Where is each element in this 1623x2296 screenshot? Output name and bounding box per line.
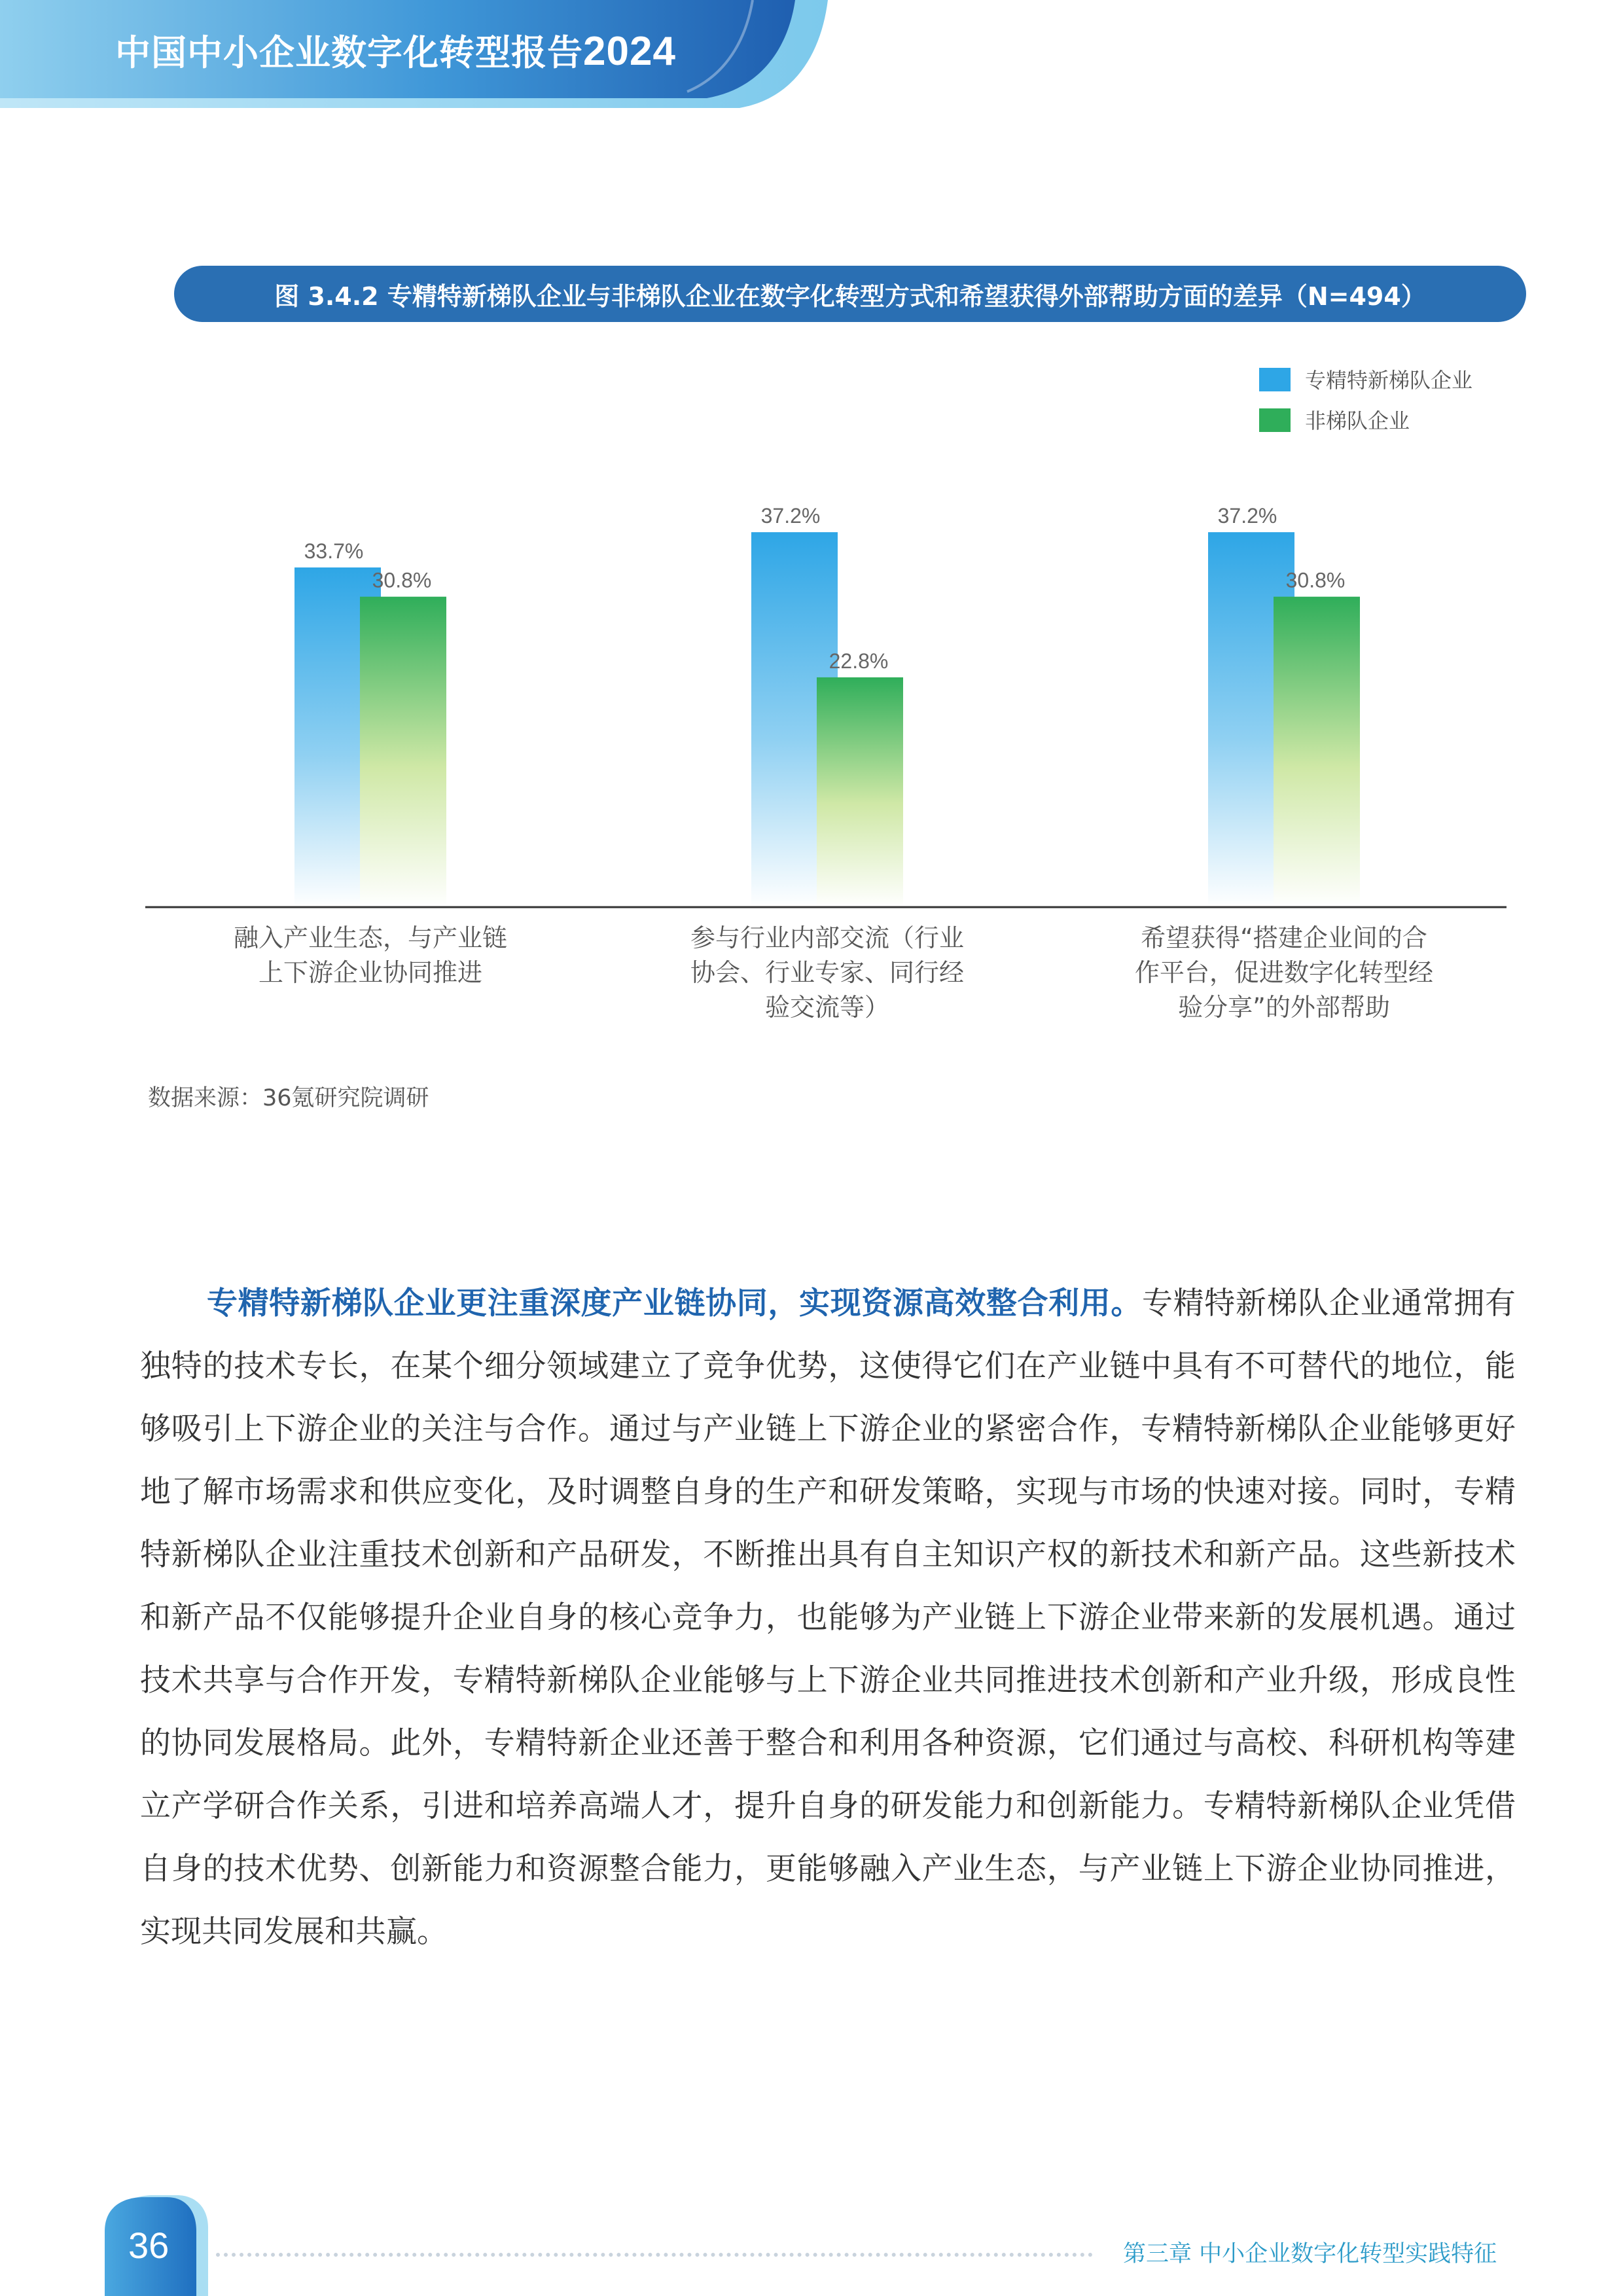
page-number-tab [0,2195,216,2296]
category-label-2-line-2: 协会、行业专家、同行经 [690,958,965,987]
report-year: 2024 [583,29,676,74]
category-label-1-line-1: 融入产业生态，与产业链 [233,924,508,952]
data-label-tier-2: 37.2% [760,504,821,528]
category-label-2-line-3: 验交流等） [764,993,890,1022]
data-label-non-tier-2: 22.8% [829,649,889,673]
data-source-note: 数据来源：36氪研究院调研 [148,1085,429,1111]
category-label-3-line-2: 作平台，促进数字化转型经 [1134,958,1434,987]
paragraph-lead: 专精特新梯队企业更注重深度产业链协同，实现资源高效整合利用。 [207,1285,1143,1321]
bar-non-tier-2 [817,677,903,907]
paragraph-text: 专精特新梯队企业通常拥有独特的技术专长，在某个细分领域建立了竞争优势，这使得它们在产业链中具有不可替代的地位，能够吸引上下游企业的关注与合作。通过与产业链上下游企业的紧密合作，专精特新梯队企业能够更好地了解市场需求和供应变化，及时调整自身的生产和研发策略，实现与市场的快速对接。同时，专精特新梯队企业注重技术创新和产品研发，不断推出具有自主知识产权的新技术和新产品。这些新技术和新产品不仅能够提升企业自身的核心竞争力，也能够为产业链上下游企业带来新的发展机遇。通过技术共享与合作开发，专精特新梯队企业能够与上下游企业共同推进技术创新和产业升级，形成良性的协同发展格局。此外，专精特新企业还善于整合和利用各种资源，它们通过与高校、科研机构等建立产学研合作关系，引进和培养高端人才，提升自身的研发能力和创新能力。专精特新梯队企业凭借自身的技术优势、创新能力和资源整合能力，更能够融入产业生态，与产业链上下游企业协同推进，实现共同发展和共赢。 [140,1285,1516,1950]
data-label-tier-1: 33.7% [304,539,364,564]
data-label-non-tier-3: 30.8% [1285,568,1346,592]
report-title: 中国中小企业数字化转型报告2024 [115,29,676,74]
bar-non-tier-1 [360,597,446,907]
category-label-1-line-2: 上下游企业协同推进 [258,958,483,987]
category-label-3-line-3: 验分享”的外部帮助 [1178,993,1390,1022]
category-label-3-line-1: 希望获得“搭建企业间的合 [1141,924,1427,952]
body-paragraph [140,1272,1516,1964]
legend-swatch-non-tier [1259,408,1291,432]
figure-caption: 图 3.4.2 专精特新梯队企业与非梯队企业在数字化转型方式和希望获得外部帮助方面的差异（N=494） [174,266,1526,322]
category-label-2-line-1: 参与行业内部交流（行业 [690,924,965,952]
legend-swatch-tier [1259,368,1291,391]
data-label-non-tier-1: 30.8% [372,568,432,592]
footer-chapter-title: 第三章 中小企业数字化转型实践特征 [1123,2241,1497,2267]
legend-label-non-tier: 非梯队企业 [1305,408,1410,433]
bar-chart [0,327,1623,1060]
bar-non-tier-3 [1274,597,1360,907]
page-number: 36 [128,2225,169,2266]
footer-dotted-divider [216,2253,1093,2257]
legend-label-tier: 专精特新梯队企业 [1305,368,1473,393]
data-label-tier-3: 37.2% [1217,504,1277,528]
